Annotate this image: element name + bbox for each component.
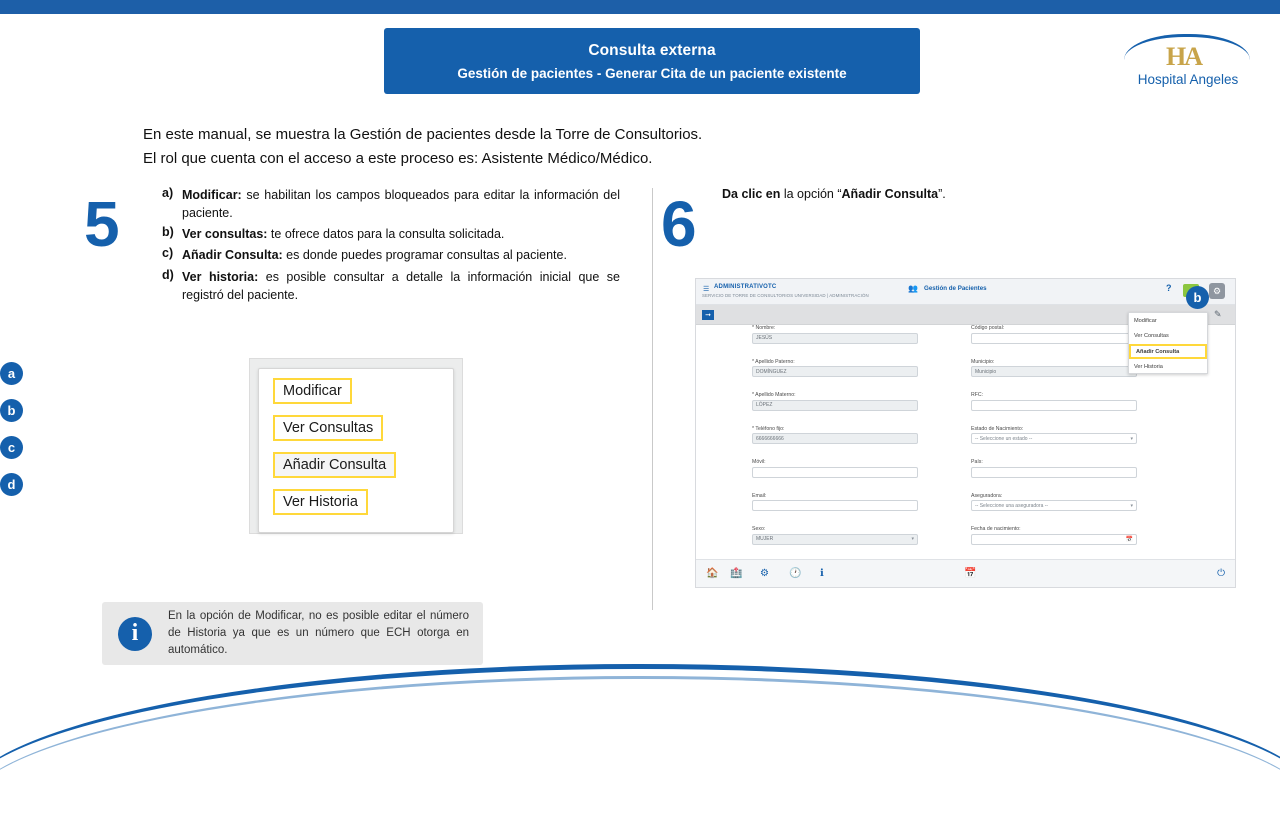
field-telefono-fijo: [752, 426, 918, 445]
field-select-value: -- Seleccione un estado --: [975, 435, 1033, 442]
field-select[interactable]: [752, 534, 918, 545]
list-item-term: Ver historia:: [182, 269, 259, 284]
callout-badge-a: a: [0, 362, 23, 385]
edit-pencil-icon[interactable]: ✎: [1214, 309, 1222, 319]
callout-badge-b-right: b: [1186, 286, 1209, 309]
step-6-body: la opción “: [780, 187, 842, 201]
field-municipio: [971, 359, 1137, 378]
field-label: Municipio:: [971, 358, 995, 365]
list-item: [162, 186, 620, 222]
list-item-key: c): [162, 246, 174, 261]
list-item: [162, 246, 620, 264]
app-breadcrumb: SERVICIO DE TORRE DE CONSULTORIOS UNIVERSIDAD | ADMINISTRACIÓN: [702, 293, 869, 298]
field-input[interactable]: JESÚS: [752, 333, 918, 344]
field-estado-nacimiento: [971, 426, 1137, 445]
list-item-term: Añadir Consulta:: [182, 248, 283, 263]
calendar-icon[interactable]: 📅: [1125, 536, 1133, 543]
field-fecha-nacimiento: [971, 526, 1137, 545]
field-input[interactable]: LÓPEZ: [752, 400, 918, 411]
menu-item-modificar[interactable]: Modificar: [273, 378, 352, 404]
hospital-angeles-logo: [1122, 32, 1254, 92]
field-label: Código postal:: [971, 325, 1005, 331]
field-label: Móvil:: [752, 459, 766, 465]
chevron-down-icon: ▾: [1130, 502, 1133, 509]
menu-item-ver-consultas[interactable]: Ver Consultas: [273, 415, 383, 441]
intro-line-2: El rol que cuenta con el acceso a este proceso es: Asistente Médico/Médico.: [143, 150, 653, 167]
field-email: [752, 493, 918, 512]
step-6-body-end: ”.: [938, 187, 946, 201]
list-item: [162, 225, 620, 243]
list-item: [162, 268, 620, 304]
list-item-term: Modificar:: [182, 188, 242, 202]
app-menu-item-anadir-consulta[interactable]: Añadir Consulta: [1129, 344, 1207, 359]
app-menu-item-modificar[interactable]: Modificar: [1134, 317, 1157, 324]
help-icon[interactable]: ?: [1166, 283, 1172, 293]
step-6-term: Da clic en: [722, 187, 781, 201]
page-title-banner: [384, 28, 920, 94]
field-select-value: MUJER: [756, 536, 774, 542]
field-label: País:: [971, 459, 983, 465]
field-codigo-postal: [971, 325, 1137, 344]
list-item-key: a): [162, 186, 174, 200]
chevron-down-icon: ▾: [911, 536, 914, 542]
field-label: Email:: [752, 492, 767, 499]
field-select[interactable]: [971, 433, 1137, 444]
app-context-menu: [1128, 312, 1208, 374]
list-item-key: d): [162, 267, 174, 282]
top-accent-bar: [0, 0, 1280, 14]
hamburger-icon[interactable]: ☰: [703, 286, 710, 293]
callout-badge-b: b: [0, 399, 23, 422]
note-callout: [102, 602, 483, 665]
app-header: [696, 279, 1236, 305]
info-circle-icon[interactable]: ℹ: [820, 568, 824, 579]
note-text: En la opción de Modificar, no es posible editar el número de Historia ya que es un número que ECH otorga en automático.: [168, 610, 469, 656]
gear-icon[interactable]: ⚙: [1209, 283, 1225, 299]
field-input[interactable]: [971, 467, 1137, 478]
list-item-text: [182, 186, 620, 222]
app-section-title: Gestión de Pacientes: [924, 285, 987, 292]
field-input[interactable]: [752, 467, 918, 478]
home-icon[interactable]: 🏠: [706, 568, 719, 579]
field-apellido-paterno: [752, 359, 918, 378]
field-input[interactable]: [971, 534, 1137, 545]
info-icon: i: [118, 617, 152, 651]
field-movil: [752, 459, 918, 478]
intro-line-1: En este manual, se muestra la Gestión de pacientes desde la Torre de Consultorios.: [143, 126, 703, 143]
calendar-toolbar-icon[interactable]: 📅: [964, 568, 977, 579]
context-menu-illustration: [235, 358, 463, 538]
app-menu-item-ver-historia[interactable]: Ver Historia: [1134, 363, 1163, 370]
field-aseguradora: [971, 493, 1137, 512]
field-label: * Teléfono fijo:: [752, 425, 785, 432]
power-icon[interactable]: ⏻: [1217, 568, 1225, 579]
step-5-list: [162, 186, 620, 307]
list-item-body: se habilitan los campos bloqueados para editar la información del paciente.: [182, 188, 620, 221]
field-select-value: -- Seleccione una aseguradora --: [975, 502, 1049, 509]
app-footer-toolbar: [696, 559, 1236, 587]
menu-item-ver-historia[interactable]: Ver Historia: [273, 489, 368, 515]
app-brand-label: ADMINISTRATIVOTC: [714, 284, 777, 290]
list-item-term: Ver consultas:: [182, 227, 268, 242]
field-label: * Apellido Paterno:: [752, 358, 795, 365]
logo-wordmark: Hospital Angeles: [1137, 72, 1239, 87]
field-input[interactable]: [971, 333, 1137, 344]
list-item-text: [182, 225, 504, 243]
field-sexo: [752, 526, 918, 545]
field-label: Fecha de nacimiento:: [971, 526, 1021, 532]
column-divider: [652, 188, 653, 610]
app-menu-item-ver-consultas[interactable]: Ver Consultas: [1134, 333, 1169, 340]
step-number-6: 6: [661, 188, 697, 260]
step-6-text: [722, 187, 1152, 201]
intro-text: [143, 126, 1043, 174]
field-select[interactable]: [971, 500, 1137, 511]
list-item-body: es donde puedes programar consultas al paciente.: [282, 248, 567, 263]
field-input[interactable]: [752, 500, 918, 511]
callout-badge-d: d: [0, 473, 23, 496]
field-label: * Nombre:: [752, 325, 776, 331]
step-number-5: 5: [84, 188, 120, 260]
hospital-icon[interactable]: 🏥: [730, 568, 743, 579]
clock-icon[interactable]: 🕐: [789, 568, 802, 579]
logo-monogram: HA: [1166, 42, 1201, 71]
settings-icon[interactable]: ⚙: [760, 568, 769, 579]
field-rfc: [971, 392, 1137, 411]
chevron-down-icon: ▾: [1130, 435, 1133, 442]
list-item-body: es posible consultar a detalle la información inicial que se registró del paciente.: [182, 269, 621, 302]
list-item-body: te ofrece datos para la consulta solicitada.: [267, 227, 505, 242]
menu-item-anadir-consulta[interactable]: Añadir Consulta: [273, 452, 396, 478]
callout-badge-c: c: [0, 436, 23, 459]
field-input[interactable]: 6666666666: [752, 433, 918, 444]
footer-swoosh-secondary: [0, 676, 1280, 816]
field-apellido-materno: [752, 392, 918, 411]
field-input[interactable]: DOMÍNGUEZ: [752, 366, 918, 377]
field-input[interactable]: Municipio: [971, 366, 1137, 377]
field-nombre: [752, 325, 918, 344]
field-pais: [971, 459, 1137, 478]
field-label: Aseguradora:: [971, 492, 1003, 499]
field-label: * Apellido Materno:: [752, 392, 796, 398]
list-item-text: [182, 268, 620, 304]
field-label: Estado de Nacimiento:: [971, 425, 1024, 432]
list-item-text: [182, 246, 567, 264]
page-subtitle: Gestión de pacientes - Generar Cita de un paciente existente: [457, 65, 847, 81]
people-icon: 👥: [908, 284, 918, 293]
field-label: Sexo:: [752, 526, 766, 532]
step-6-term-2: Añadir Consulta: [841, 187, 939, 201]
field-label: RFC:: [971, 392, 984, 398]
page-title: Consulta externa: [588, 41, 716, 59]
back-arrow-icon[interactable]: ➞: [702, 310, 714, 320]
list-item-key: b): [162, 225, 174, 240]
field-input[interactable]: [971, 400, 1137, 411]
